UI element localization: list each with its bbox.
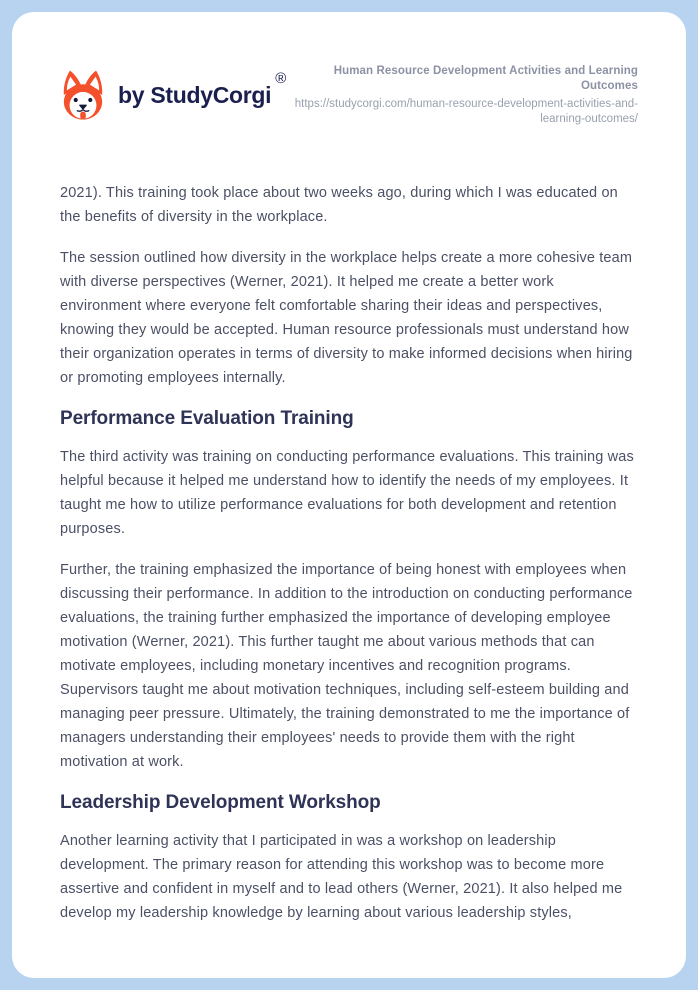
article-body (60, 181, 638, 925)
brand-text: by StudyCorgi (118, 81, 272, 108)
registered-trademark: ® (275, 70, 287, 87)
paragraph-section1-2: Further, the training emphasized the importance of being honest with employees when discussing their performance. In addition to the introduction on conducting performance evaluations, the training further emphasized the importance of developing employee motivation (Werner, 2021). This further taught me about various methods that can motivate employees, including monetary incentives and recognition programs. Supervisors taught me about motivation techniques, including self-esteem building and managing peer pressure. Ultimately, the training demonstrated to me the importance of managers understanding their employees' needs to provide them with the right motivation at work. (60, 562, 633, 770)
document-url-link[interactable]: https://studycorgi.com/human-resource-development-activities-and-learning-outcomes/ (294, 98, 638, 125)
section-heading-leadership-development-workshop: Leadership Development Workshop (60, 792, 381, 813)
section-heading-performance-evaluation-training: Performance Evaluation Training (60, 408, 354, 429)
brand (60, 69, 286, 121)
document-header (60, 64, 638, 126)
paragraph-intro: The session outlined how diversity in the workplace helps create a more cohesive team with diverse perspectives (Werner, 2021). It helped me create a better work environment where everyone felt comfortable sharing their ideas and perspectives, knowing they would be accepted. Human resource professionals must understand how their organization operates in terms of diversity to make informed decisions when hiring or promoting employees internally. (60, 250, 633, 386)
document-meta (290, 64, 638, 126)
corgi-face-icon (60, 69, 106, 121)
document-card (12, 12, 686, 978)
paragraph-intro-continuation: 2021). This training took place about two weeks ago, during which I was educated on the benefits of diversity in the workplace. (60, 185, 618, 225)
paragraph-section2-1: Another learning activity that I participated in was a workshop on leadership development. The primary reason for attending this workshop was to become more assertive and confident in myself and to lead others (Werner, 2021). It also helped me develop my leadership knowledge by learning about various leadership styles, (60, 833, 623, 921)
paragraph-section1-1: The third activity was training on conducting performance evaluations. This training was helpful because it helped me understand how to identify the needs of my employees. It taught me how to utilize performance evaluations for both development and retention purposes. (60, 449, 634, 537)
document-title: Human Resource Development Activities and Learning Outcomes (333, 65, 638, 92)
